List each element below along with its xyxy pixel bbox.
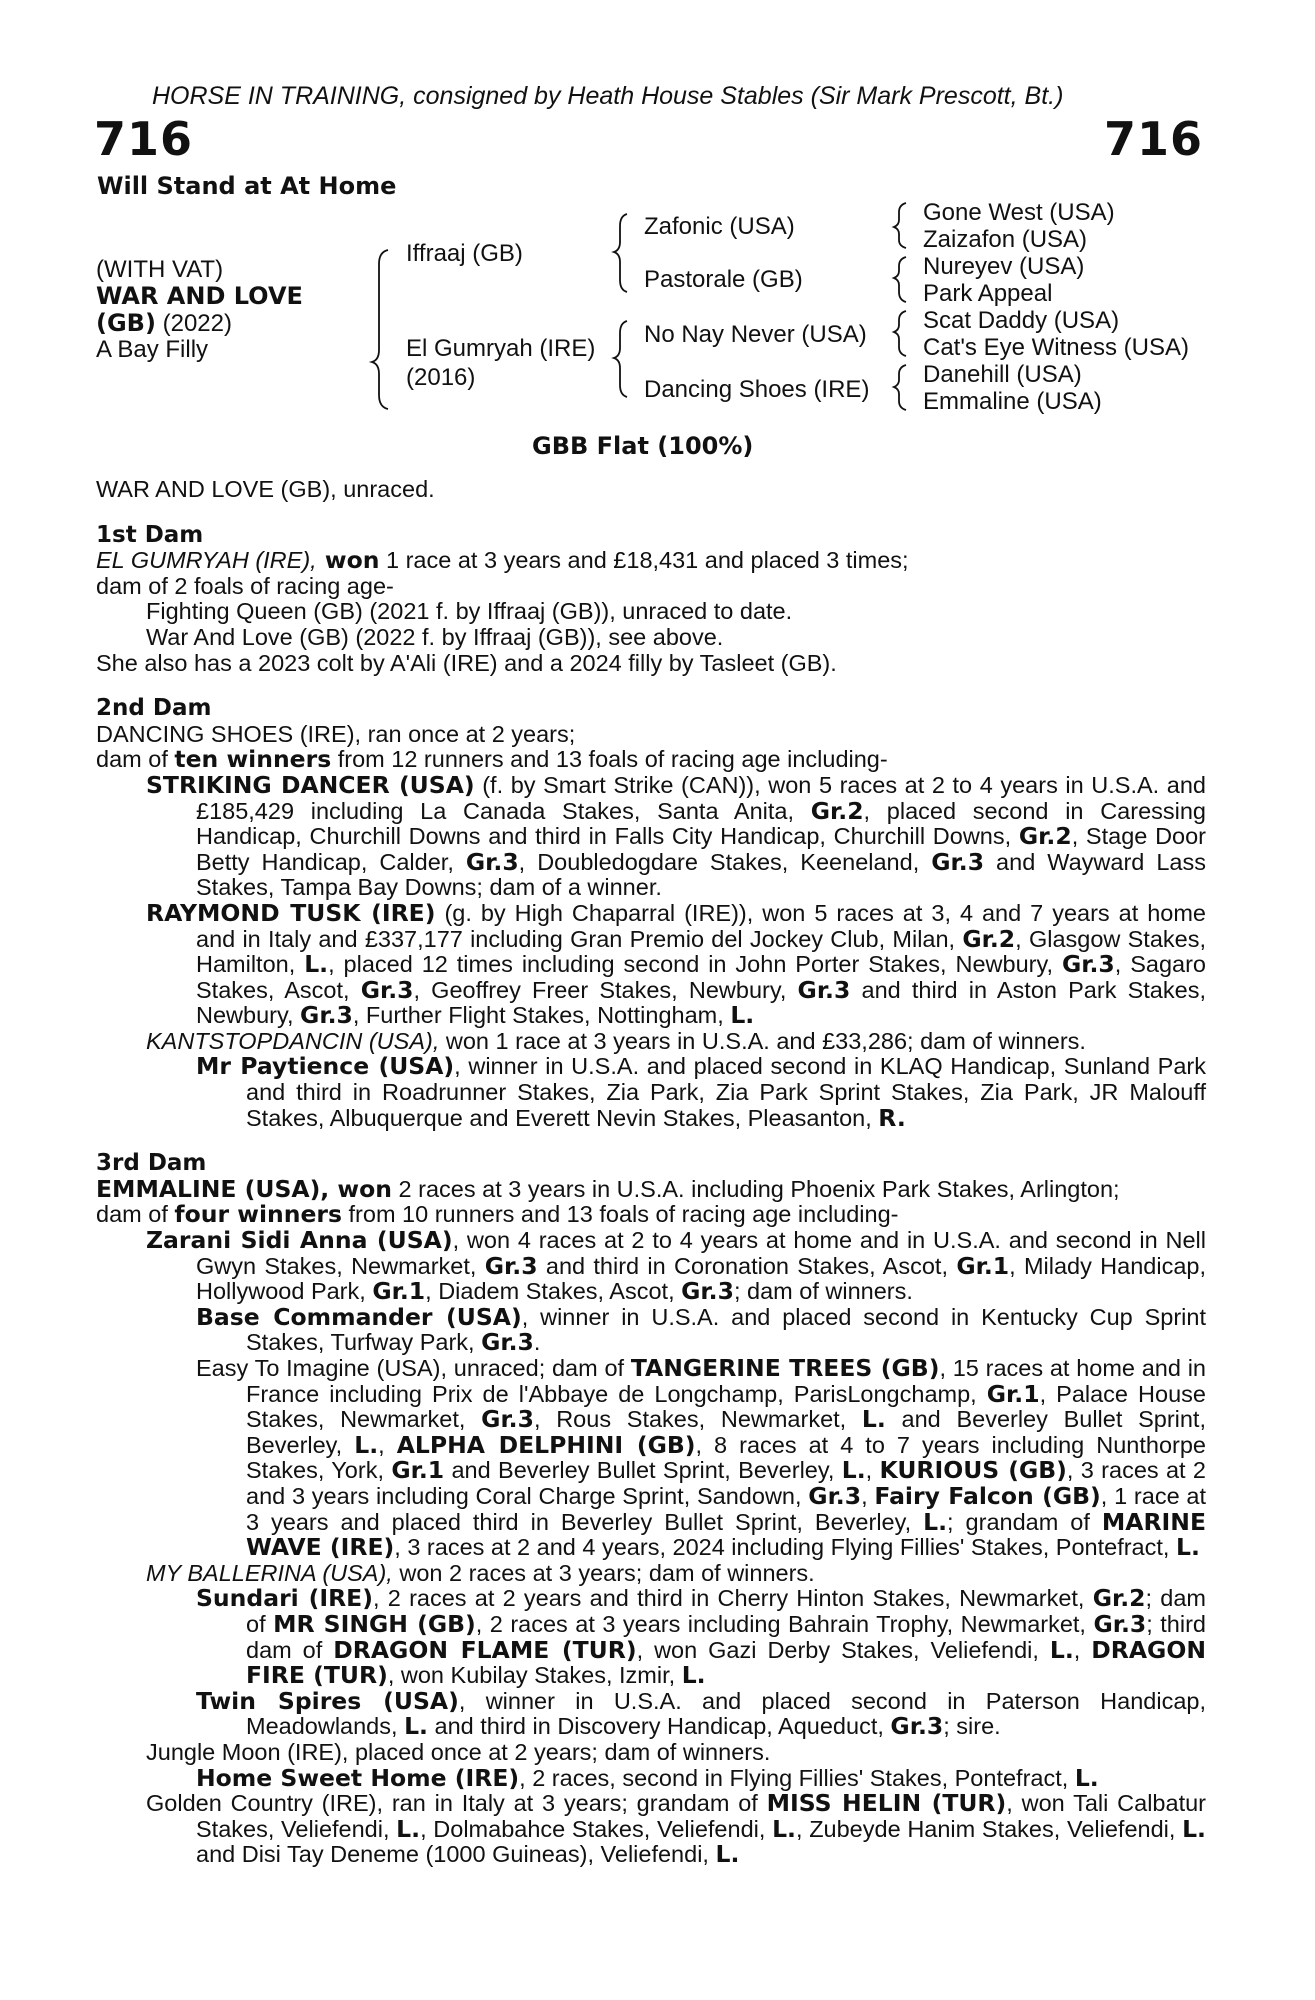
text: , [1073, 1636, 1092, 1663]
text: and Beverley Bullet Sprint, Beverley, [444, 1457, 842, 1484]
grade: Gr.3 [481, 1405, 534, 1434]
text: ; dam of [246, 1585, 1207, 1637]
text: . [533, 1329, 541, 1356]
grade: L. [354, 1430, 379, 1459]
grade: L. [861, 1405, 886, 1434]
text: 2 races at 3 years in U.S.A. including Phoenix Park Stakes, Arlington; [392, 1175, 1120, 1202]
vat-label: (WITH VAT) [96, 256, 224, 283]
produce-name: Fairy Falcon (GB) [874, 1481, 1101, 1510]
text: ; dam of winners. [733, 1278, 913, 1305]
produce-name: Mr Paytience (USA) [196, 1052, 455, 1081]
pedigree-gen2: Pastorale (GB) [644, 266, 803, 293]
horse-year: (2022) [155, 310, 232, 337]
grade: L. [1074, 1763, 1099, 1792]
dam2-line: DANCING SHOES (IRE), ran once at 2 years; [96, 720, 576, 747]
text: , winner in U.S.A. and placed second in KLAQ Handicap, Sunland Park and third in Roadrunner Stakes, Zia Park, Zia Park Sprint Stakes, Zia Park, JR Malouff Stakes, Albuquerque and Everett Nevin Stakes, Pleasanton, [246, 1053, 1206, 1131]
text: , 3 races at 2 and 3 years including Coral Charge Sprint, Sandown, [246, 1457, 1206, 1509]
consignor-line: HORSE IN TRAINING, consigned by Heath House Stables (Sir Mark Prescott, Bt.) [152, 82, 1064, 110]
dam: El Gumryah (IRE) [406, 335, 596, 362]
grade: L. [1182, 1814, 1206, 1843]
grade: Gr.3 [360, 975, 414, 1004]
text: , won Gazi Derby Stakes, Veliefendi, [636, 1636, 1050, 1663]
grade: Gr.3 [1093, 1609, 1147, 1638]
text: , [861, 1482, 875, 1509]
produce-entry [96, 898, 1207, 1030]
dam-year: (2016) [406, 364, 476, 391]
grade: Gr.3 [484, 1251, 538, 1280]
produce-name: KURIOUS (GB) [879, 1456, 1067, 1485]
text: ; grandam of [947, 1508, 1102, 1535]
dam1-name: EL GUMRYAH (IRE), [96, 547, 317, 574]
text: , 2 races, second in Flying Fillies' Stakes, Pontefract, [519, 1764, 1075, 1791]
grade: L. [304, 950, 329, 979]
bracket-sire [614, 214, 627, 292]
grade: L. [772, 1814, 796, 1843]
lot-number-right: 716 [1103, 112, 1203, 166]
text: , Geoffrey Freer Stakes, Newbury, [413, 976, 798, 1003]
sire: Iffraaj (GB) [406, 240, 523, 267]
text: , Rous Stakes, Newmarket, [533, 1406, 862, 1433]
gbb-rating: GBB Flat (100%) [532, 432, 754, 460]
produce-entry [96, 1586, 1206, 1688]
dam2-produce-line [96, 747, 1206, 773]
pedigree-gen3: Danehill (USA) [923, 361, 1082, 388]
produce-name: RAYMOND TUSK (IRE) [146, 898, 436, 927]
text: won 1 race at 3 years in U.S.A. and £33,286; dam of winners. [439, 1027, 1086, 1054]
dam3-name: EMMALINE (USA), won [96, 1174, 392, 1203]
produce-entry: Jungle Moon (IRE), placed once at 2 years; dam of winners. [146, 1738, 771, 1765]
bracket-dam [614, 321, 627, 397]
grade: Gr.1 [956, 1251, 1010, 1280]
pedigree-gen2: No Nay Never (USA) [644, 321, 867, 348]
grade: L. [923, 1507, 948, 1536]
text: (g. by High Chaparral (IRE)), won 5 races at 3, 4 and 7 years at home and in Italy and £337,177 including Gran Premio del Jockey Club, Milan, [196, 899, 1207, 952]
text: , Further Flight Stakes, Nottingham, [352, 1002, 731, 1029]
grade: Gr.3 [481, 1328, 534, 1357]
text: dam of [96, 746, 175, 773]
produce-entry [96, 1054, 1206, 1131]
bracket-gen1 [372, 250, 388, 409]
grade: R. [878, 1103, 906, 1132]
text: , [865, 1457, 880, 1484]
grade: L. [1049, 1635, 1074, 1664]
pedigree-gen3: Cat's Eye Witness (USA) [923, 334, 1189, 361]
horse-description: A Bay Filly [96, 336, 209, 363]
text: won 2 races at 3 years; dam of winners. [392, 1559, 815, 1586]
grade: Gr.2 [1092, 1584, 1146, 1613]
pedigree-gen3: Gone West (USA) [923, 199, 1115, 226]
text: dam of [96, 1201, 175, 1228]
grade: Gr.3 [465, 847, 519, 876]
produce-name: Zarani Sidi Anna (USA) [146, 1226, 453, 1255]
grade: L. [681, 1661, 706, 1690]
text: from 12 runners and 13 foals of racing age including- [331, 746, 888, 773]
text: ; third dam of [246, 1610, 1206, 1663]
section-heading: 1st Dam [96, 521, 204, 548]
grade: Gr.2 [810, 796, 864, 825]
produce-name: Twin Spires (USA) [196, 1686, 459, 1715]
lot-number-left: 716 [94, 112, 194, 166]
winners-count: four winners [174, 1200, 342, 1229]
produce-name: TANGERINE TREES (GB) [630, 1354, 940, 1382]
text: , Zubeyde Hanim Stakes, Veliefendi, [795, 1815, 1183, 1842]
text: and third in Aston Park Stakes, Newbury, [196, 976, 1206, 1029]
text: , Stage Door Betty Handicap, Calder, [196, 823, 1207, 875]
section-1st-dam [96, 523, 1206, 677]
text: , won 4 races at 2 to 4 years at home and in U.S.A. and second in Nell Gwyn Stakes, Newmarket, [196, 1227, 1206, 1279]
text: , Palace House Stakes, Newmarket, [246, 1380, 1206, 1433]
foal-entry: Fighting Queen (GB) (2021 f. by Iffraaj (GB)), unraced to date. [146, 598, 793, 625]
text: and Wayward Lass Stakes, Tampa Bay Downs; dam of a winner. [196, 848, 1206, 901]
grade: Gr.1 [391, 1456, 445, 1485]
text: , Doubledogdare Stakes, Keeneland, [518, 848, 932, 875]
text: , Milady Handicap, Hollywood Park, [196, 1252, 1207, 1305]
section-heading: 2nd Dam [96, 695, 212, 722]
section-3rd-dam [96, 1151, 1206, 1868]
grade: L. [404, 1712, 428, 1741]
produce-entry [96, 1763, 1206, 1792]
produce-name: MY BALLERINA (USA), [146, 1559, 393, 1586]
grade: Gr.3 [931, 847, 985, 876]
grade: Gr.3 [300, 1001, 353, 1030]
produce-entry [96, 770, 1207, 901]
produce-name: MARINE WAVE (IRE) [246, 1507, 1207, 1562]
produce-entry [96, 1561, 1206, 1587]
pedigree-gen2: Zafonic (USA) [644, 213, 795, 240]
pedigree-gen3: Scat Daddy (USA) [923, 307, 1120, 334]
text: , winner in U.S.A. and placed second in Kentucky Cup Sprint Stakes, Turfway Park, [246, 1303, 1206, 1356]
produce-entry [96, 1686, 1206, 1741]
dam1-note: She also has a 2023 colt by A'Ali (IRE) and a 2024 filly by Tasleet (GB). [96, 649, 837, 676]
text: and Beverley Bullet Sprint, Beverley, [246, 1406, 1206, 1458]
grade: Gr.3 [797, 975, 851, 1004]
grade: Gr.3 [890, 1712, 944, 1741]
text: , 2 races at 2 years and third in Cherry Hinton Stakes, Newmarket, [372, 1585, 1093, 1612]
dam3-produce-line [96, 1202, 1206, 1228]
produce-name: DRAGON FLAME (TUR) [333, 1635, 637, 1664]
produce-name: STRIKING DANCER (USA) [146, 770, 475, 799]
dam1-foals-line: dam of 2 foals of racing age- [96, 572, 394, 599]
catalogue-body [96, 477, 1206, 1868]
produce-entry [96, 1029, 1206, 1055]
text: , Diadem Stakes, Ascot, [425, 1278, 682, 1305]
grade: L. [841, 1456, 866, 1485]
dam1-won: won [316, 546, 380, 575]
text: and Disi Tay Deneme (1000 Guineas), Veliefendi, [196, 1841, 716, 1868]
text: , placed second in Caressing Handicap, Churchill Downs and third in Falls City Handicap, Churchill Downs, [196, 797, 1206, 850]
text: , won Kubilay Stakes, Izmir, [387, 1662, 682, 1689]
text: Golden Country (IRE), ran in Italy at 3 years; grandam of [146, 1790, 767, 1817]
grade: Gr.3 [681, 1277, 734, 1306]
produce-name: DRAGON FIRE (TUR) [246, 1635, 1206, 1690]
produce-name: MISS HELIN (TUR) [766, 1789, 1007, 1818]
pedigree-gen3: Park Appeal [923, 280, 1053, 307]
text: , Glasgow Stakes, Hamilton, [196, 925, 1206, 978]
bracket-pastorale [894, 257, 906, 302]
text: and third in Coronation Stakes, Ascot, [537, 1252, 957, 1279]
text: , 2 races at 3 years including Bahrain Trophy, Newmarket, [475, 1610, 1094, 1637]
grade: L. [715, 1840, 740, 1869]
text: , 3 races at 2 and 4 years, 2024 including Flying Fillies' Stakes, Pontefract, [394, 1534, 1176, 1561]
produce-name: Base Commander (USA) [196, 1302, 522, 1331]
foal-entry: War And Love (GB) (2022 f. by Iffraaj (GB)), see above. [146, 623, 724, 650]
pedigree-gen2: Dancing Shoes (IRE) [644, 376, 870, 403]
text: , [378, 1431, 397, 1458]
text: , Sagaro Stakes, Ascot, [196, 951, 1206, 1003]
section-heading: 3rd Dam [96, 1150, 207, 1177]
horse-country: (GB) [96, 309, 156, 337]
grade: L. [1175, 1533, 1200, 1562]
stand-label: Will Stand at At Home [97, 172, 397, 200]
produce-entry [96, 1302, 1206, 1357]
grade: Gr.2 [1018, 822, 1072, 851]
winners-count: ten winners [174, 745, 332, 774]
text: and third in Discovery Handicap, Aqueduct, [427, 1713, 891, 1740]
pedigree-gen3: Nureyev (USA) [923, 253, 1085, 280]
grade: Gr.1 [372, 1277, 426, 1306]
grade: Gr.3 [808, 1481, 862, 1510]
bracket-zafonic [894, 203, 906, 248]
dam1-line [96, 548, 1206, 574]
produce-name: ALPHA DELPHINI (GB) [396, 1430, 696, 1459]
text: , 1 race at 3 years and placed third in Beverley Bullet Sprint, Beverley, [246, 1482, 1206, 1535]
dam1-text: 1 race at 3 years and £18,431 and placed 3 times; [379, 547, 909, 574]
grade: Gr.3 [1061, 950, 1115, 979]
produce-entry [96, 1356, 1206, 1561]
bracket-dancingshoes [894, 365, 906, 410]
text: , placed 12 times including second in John Porter Stakes, Newbury, [328, 951, 1062, 978]
grade: L. [396, 1814, 421, 1843]
produce-entry [96, 1228, 1206, 1305]
text: , 15 races at home and in France including Prix de l'Abbaye de Longchamp, ParisLongchamp, [246, 1355, 1206, 1407]
text: , 8 races at 4 to 7 years including Nunthorpe Stakes, York, [246, 1431, 1206, 1484]
text: ; sire. [943, 1713, 1001, 1740]
text: Easy To Imagine (USA), unraced; dam of [196, 1355, 631, 1381]
dam3-line [96, 1174, 1206, 1203]
produce-name: KANTSTOPDANCIN (USA), [146, 1027, 440, 1054]
text: , won Tali Calbatur Stakes, Veliefendi, [196, 1790, 1206, 1842]
produce-name: Home Sweet Home (IRE) [196, 1763, 520, 1792]
intro-line: WAR AND LOVE (GB), unraced. [96, 476, 435, 502]
pedigree-gen3: Emmaline (USA) [923, 388, 1102, 415]
grade: Gr.2 [962, 924, 1016, 953]
text: from 10 runners and 13 foals of racing age including- [342, 1201, 899, 1228]
horse-name: WAR AND LOVE [96, 282, 303, 310]
text: (f. by Smart Strike (CAN)), won 5 races at 2 to 4 years in U.S.A. and £185,429 including La Canada Stakes, Santa Anita, [196, 771, 1206, 824]
section-2nd-dam [96, 696, 1206, 1131]
text: , Dolmabahce Stakes, Veliefendi, [420, 1815, 773, 1842]
produce-entry [96, 1791, 1206, 1868]
horse-country-year [96, 309, 232, 338]
produce-name: Sundari (IRE) [196, 1584, 373, 1613]
produce-name: MR SINGH (GB) [273, 1609, 476, 1638]
text: , winner in U.S.A. and placed second in Paterson Handicap, Meadowlands, [246, 1687, 1206, 1740]
grade: Gr.1 [986, 1379, 1040, 1408]
grade: L. [730, 1001, 755, 1030]
bracket-nonaynever [894, 311, 906, 356]
pedigree-gen3: Zaizafon (USA) [923, 226, 1088, 253]
